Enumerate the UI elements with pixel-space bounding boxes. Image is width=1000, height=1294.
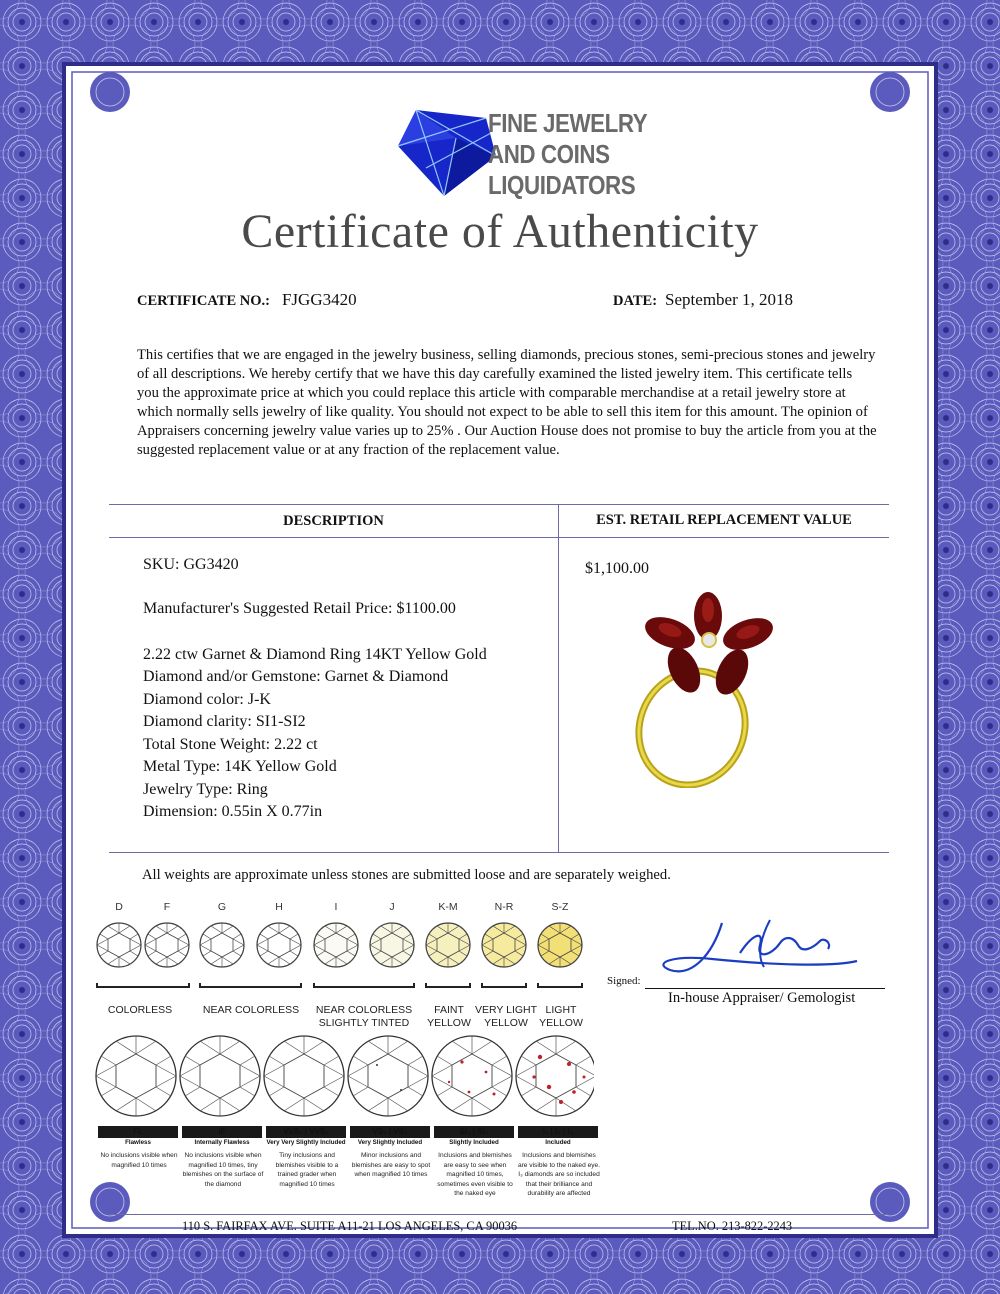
clarity-description: No inclusions visible when magnified 10 times [100,1152,178,1169]
clarity-code: VVS₁ | VVS₂ [283,1127,329,1136]
color-category: FAINT YELLOW [427,1004,471,1029]
table-top-rule [109,504,889,505]
clarity-description: Tiny inclusions and blemishes visible to a trained grader when magnified 10 times [275,1152,339,1188]
color-letter: J [389,901,395,913]
clarity-name: Flawless [125,1139,151,1146]
color-letter: N-R [494,901,514,913]
clarity-name: Very Very Slightly Included [266,1139,346,1146]
footer-address: 110 S. FAIRFAX AVE. SUITE A11-21 LOS ANGELES, CA 90036 [182,1219,518,1233]
clarity-code: FL [133,1127,143,1136]
color-category: NEAR COLORLESS [202,1004,300,1016]
clarity-description: No inclusions visible when magnified 10 times, tiny blemishes on the surface of the diamond [182,1152,264,1188]
date-label: DATE: [613,293,658,309]
signature-line [645,988,885,989]
table-divider [558,504,559,853]
desc-stone-weight: Total Stone Weight: 2.22 ct [143,736,318,753]
color-category: VERY LIGHT YELLOW [474,1004,538,1029]
footer-rule [109,1214,889,1215]
color-letter: H [275,901,283,913]
desc-metal-type: Metal Type: 14K Yellow Gold [143,758,337,775]
replacement-value: $1,100.00 [585,560,649,577]
clarity-scale-diamonds [94,1032,594,1128]
clarity-name: Slightly Included [449,1139,499,1146]
certificate-no-value: FJGG3420 [281,290,357,309]
page-title: Certificate of Authenticity [241,205,759,258]
intro-paragraph: This certifies that we are engaged in the jewelry business, selling diamonds, precious stones, semi-precious stones and jewelry of all descriptions. We hereby certify that we have this day carefully examined the listed jewelry item. This certificate tells you the approximate price at which you could replace this article with comparable merchandise at a retail jewelry store at which normally sells jewelry of like quality. You should not expect to be able to sell this item for this amount. The opinion of Appraisers concerning jewelry value varies up to 25% . Our Auction House does not promise to buy the article from you at the suggested replacement value or at any fraction of the replacement value. [137,347,877,458]
color-scale-diamonds [90,915,600,995]
value-header: EST. RETAIL REPLACEMENT VALUE [596,512,852,528]
clarity-code: I₁ | I₂ | I₃ [542,1127,574,1136]
clarity-name: Included [545,1139,571,1146]
weights-note: All weights are approximate unless stones are submitted loose and are separately weighed. [142,867,671,883]
logo-text-line1: FINE JEWELRY [488,108,648,138]
table-bottom-rule [109,852,889,853]
color-letter: S-Z [551,901,569,913]
ring-image [620,588,780,788]
clarity-name: Very Slightly Included [357,1139,423,1146]
desc-jewelry-type: Jewelry Type: Ring [143,781,268,798]
clarity-code: IF [218,1127,226,1136]
logo-text-line3: LIQUIDATORS [488,170,636,200]
desc-gemstone: Diamond and/or Gemstone: Garnet & Diamond [143,668,449,685]
clarity-code: VS₁ | VS₂ [372,1127,408,1136]
footer-phone: TEL.NO. 213-822-2243 [672,1219,793,1233]
desc-dimension: Dimension: 0.55in X 0.77in [143,803,323,820]
color-letter: F [163,901,171,913]
clarity-description: Inclusions and blemishes are easy to see when magnified 10 times, sometimes even visible to the naked eye [437,1152,513,1197]
certificate-no-label: CERTIFICATE NO.: [137,293,270,309]
appraiser-title: In-house Appraiser/ Gemologist [668,990,856,1006]
logo-text-line2: AND COINS [488,139,610,169]
desc-diamond-clarity: Diamond clarity: SI1-SI2 [143,713,306,730]
desc-sku: SKU: GG3420 [143,556,239,573]
desc-diamond-color: Diamond color: J-K [143,691,271,708]
date-value: September 1, 2018 [665,290,793,309]
color-letter: D [115,901,123,913]
color-category: LIGHT YELLOW [539,1004,583,1029]
clarity-description: Inclusions and blemishes are visible to the naked eye. I₃ diamonds are so included that their brilliance and durability are affected [517,1152,601,1197]
clarity-description: Minor inclusions and blemishes are easy to spot when magnified 10 times [351,1152,431,1178]
signature-drawing [652,915,862,985]
table-header-rule [109,537,889,538]
desc-title: 2.22 ctw Garnet & Diamond Ring 14KT Yellow Gold [143,646,487,663]
color-category: COLORLESS [107,1004,173,1016]
color-letter: G [217,901,227,913]
desc-msrp: Manufacturer's Suggested Retail Price: $1100.00 [143,600,456,617]
color-letter: K-M [438,901,458,913]
signed-label: Signed: [607,975,641,987]
logo-gem-icon [396,108,500,198]
color-category: NEAR COLORLESS SLIGHTLY TINTED [315,1004,413,1029]
clarity-code: SI₁ | SI₂ [459,1127,489,1136]
clarity-name: Internally Flawless [194,1139,250,1146]
description-header: DESCRIPTION [283,513,384,529]
color-letter: I [334,901,338,913]
